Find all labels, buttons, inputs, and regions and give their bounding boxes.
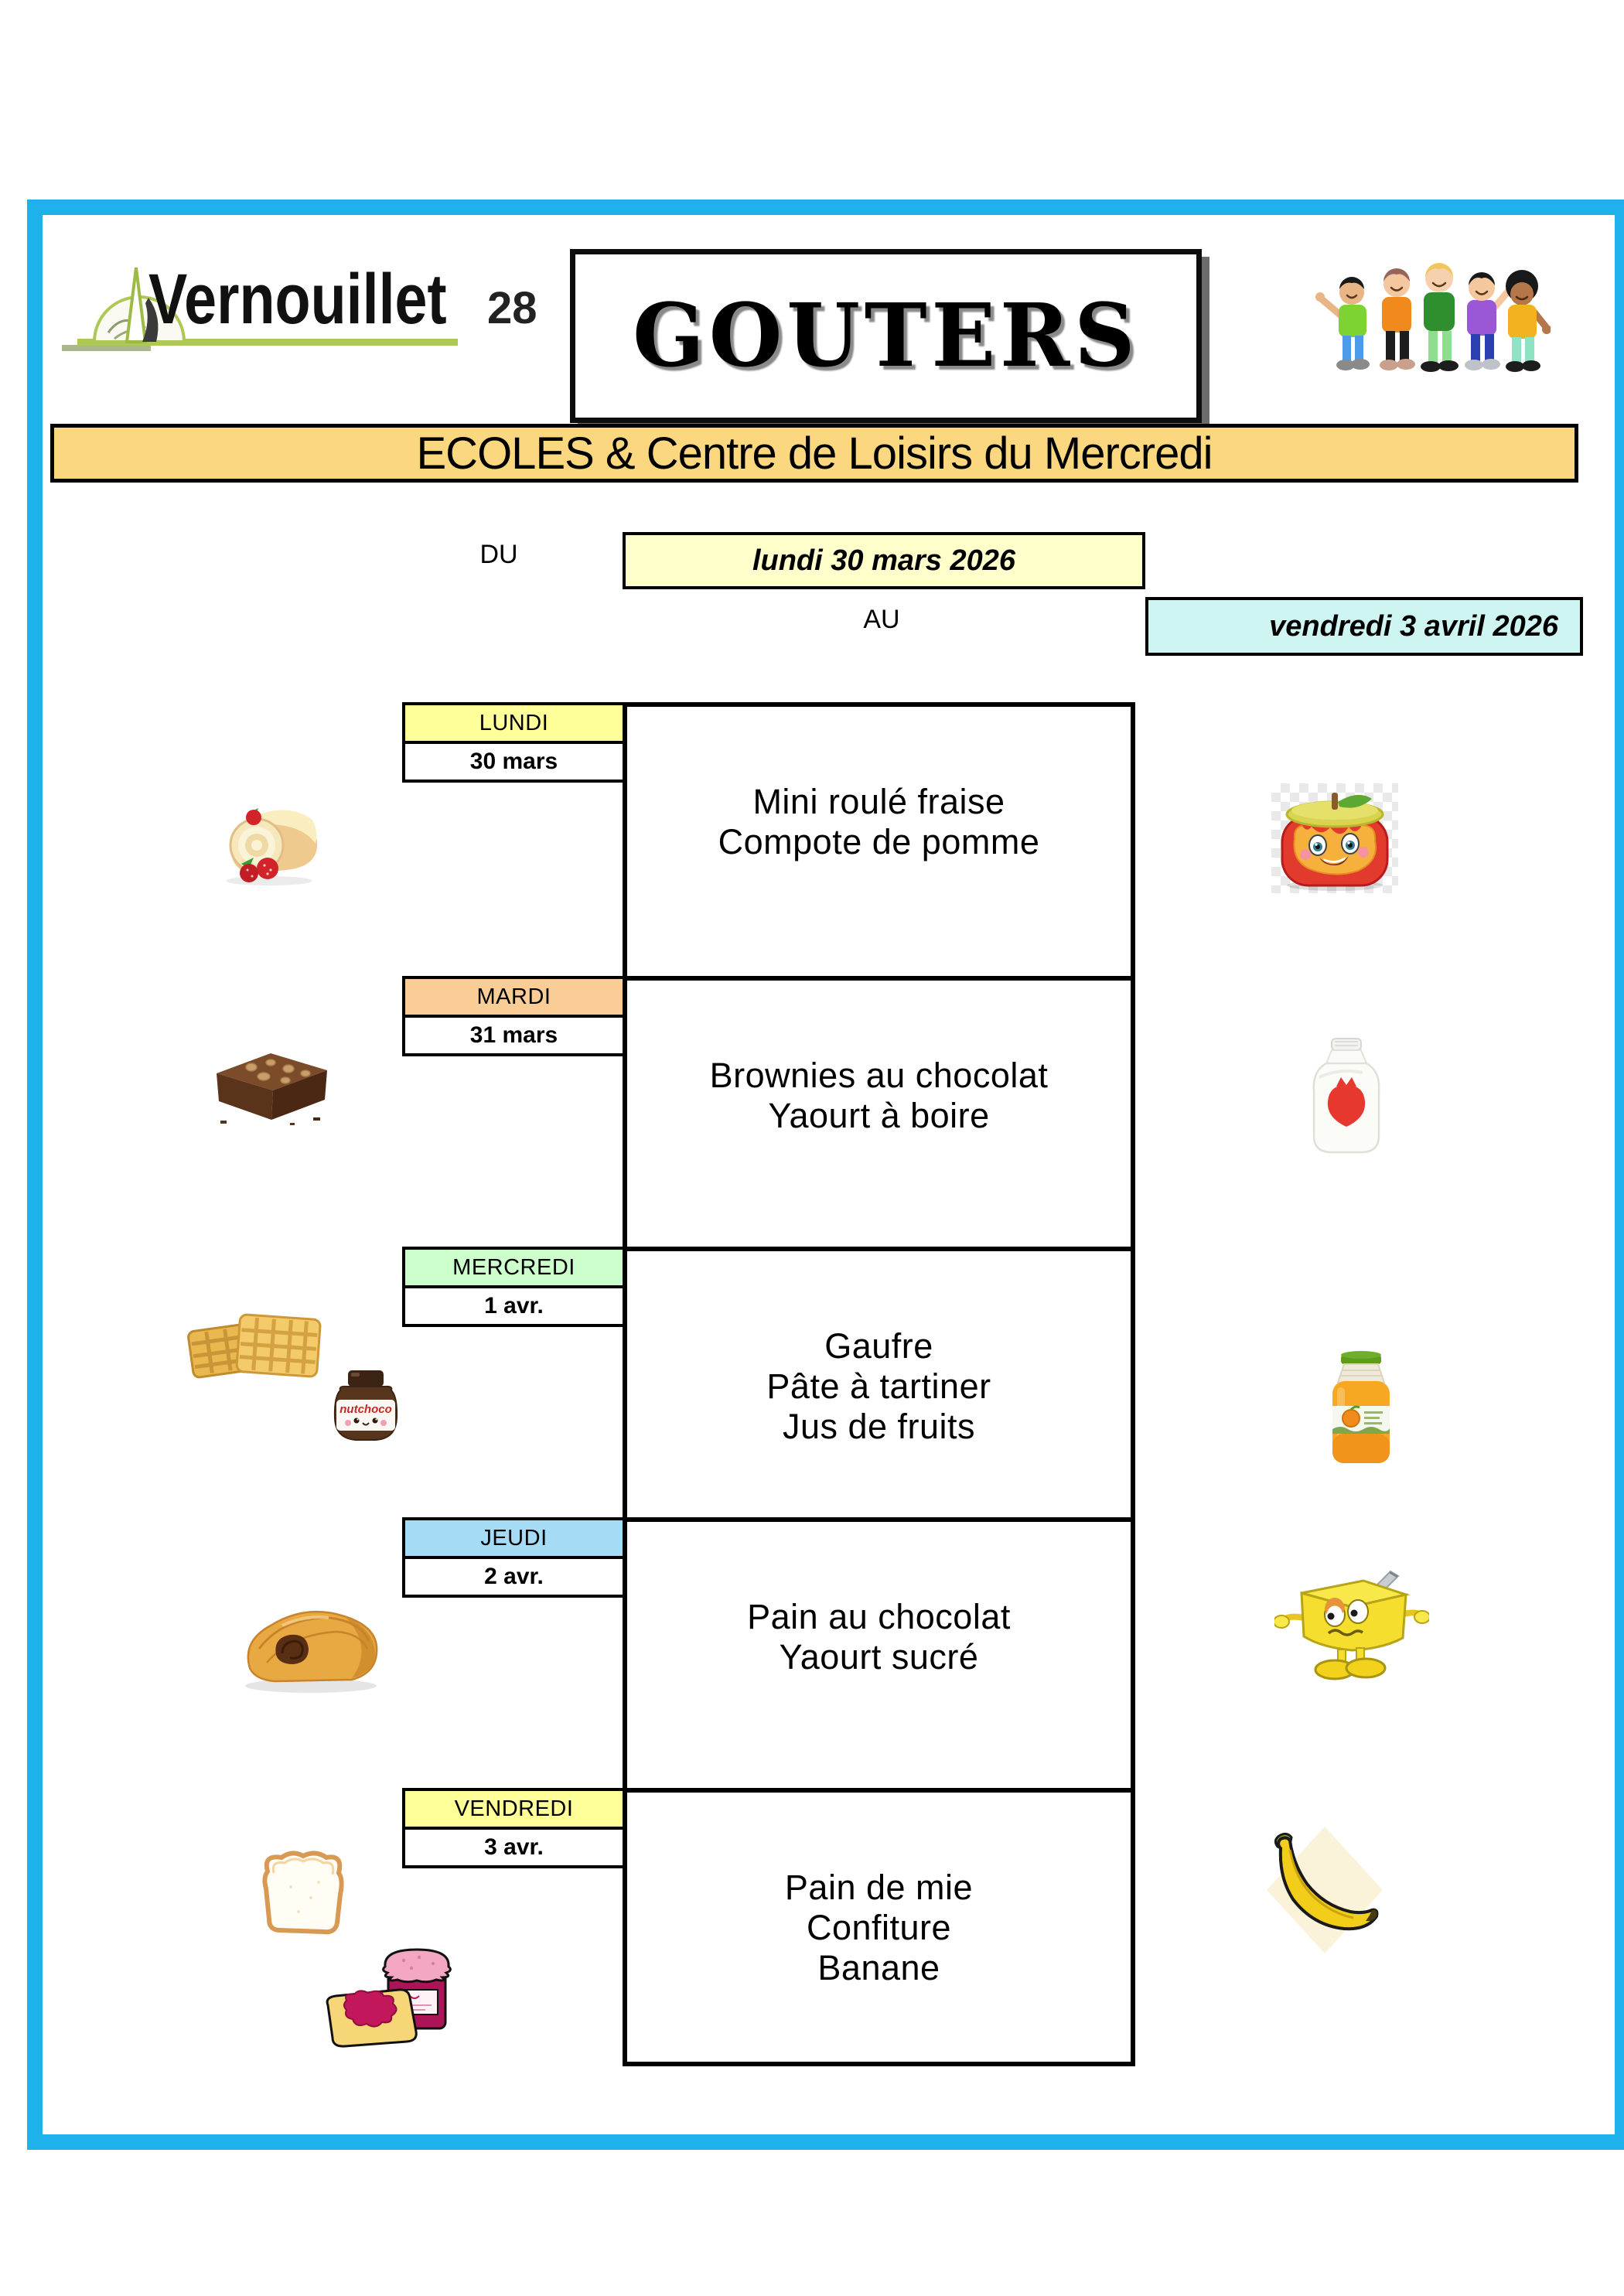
orange-juice-image — [1325, 1350, 1397, 1466]
children-clipart — [1315, 249, 1551, 388]
logo-text: Vernouillet — [148, 258, 447, 339]
menu-item: Pâte à tartiner — [766, 1366, 991, 1406]
day-header-vendredi: VENDREDI — [402, 1788, 626, 1830]
table-divider — [627, 1247, 1131, 1251]
menu-item: Gaufre — [824, 1326, 933, 1366]
table-divider — [627, 1517, 1131, 1522]
from-date-value: lundi 30 mars 2026 — [752, 544, 1016, 577]
banana-icon — [1267, 1827, 1383, 1954]
strawberry-roll-icon — [209, 800, 325, 887]
waffles-image — [184, 1311, 331, 1384]
day-date-vendredi: 3 avr. — [402, 1827, 626, 1868]
day-header-lundi: LUNDI — [402, 702, 626, 744]
to-date-box — [1145, 597, 1583, 656]
menu-item: Brownies au chocolat — [709, 1056, 1049, 1095]
to-label: AU — [863, 604, 900, 634]
menu-item: Compote de pomme — [718, 822, 1040, 861]
spread-jar-label: nutchoco — [339, 1403, 392, 1416]
menu-item: Pain de mie — [784, 1868, 974, 1907]
jam-jar-toast-image — [325, 1945, 456, 2049]
apple-compote-jar-image — [1271, 783, 1398, 893]
waffles-icon — [184, 1311, 331, 1384]
day-date-mercredi: 1 avr. — [402, 1285, 626, 1327]
brownie-image — [197, 1044, 344, 1128]
day-date-lundi: 30 mars — [402, 741, 626, 783]
day-date-jeudi: 2 avr. — [402, 1556, 626, 1598]
pain-au-chocolat-image — [236, 1595, 387, 1695]
banana-image — [1267, 1827, 1383, 1954]
to-date-value: vendredi 3 avril 2026 — [1269, 609, 1558, 643]
menu-lundi — [627, 782, 1131, 862]
spread-jar-icon — [331, 1367, 401, 1443]
menu-item: Banane — [817, 1948, 940, 1987]
brownie-icon — [197, 1044, 344, 1128]
from-date-box — [623, 532, 1145, 589]
bread-slice-icon — [257, 1848, 350, 1939]
children-icon — [1315, 249, 1551, 388]
apple-compote-jar-icon — [1271, 783, 1398, 893]
drinking-yogurt-image — [1308, 1037, 1384, 1156]
menu-item: Yaourt sucré — [779, 1637, 979, 1677]
menu-item: Confiture — [806, 1908, 952, 1947]
day-header-mardi: MARDI — [402, 976, 626, 1018]
menu-jeudi — [627, 1597, 1131, 1677]
vernouillet-logo — [62, 255, 557, 371]
from-label: DU — [479, 539, 518, 569]
drinking-yogurt-icon — [1308, 1037, 1384, 1156]
strawberry-roll-image — [209, 800, 325, 887]
bread-slice-image — [257, 1848, 350, 1939]
menu-mardi — [627, 1056, 1131, 1136]
butter-character-image — [1274, 1570, 1429, 1682]
logo-number: 28 — [487, 283, 537, 333]
menu-item: Jus de fruits — [782, 1407, 976, 1446]
banner — [50, 424, 1578, 483]
table-divider — [627, 1788, 1131, 1793]
day-header-jeudi: JEUDI — [402, 1517, 626, 1559]
vernouillet-logo-icon — [62, 255, 557, 371]
menu-item: Pain au chocolat — [747, 1597, 1011, 1636]
butter-character-icon — [1274, 1570, 1429, 1682]
jam-jar-toast-icon — [325, 1945, 456, 2049]
orange-juice-icon — [1325, 1350, 1397, 1466]
title-box — [570, 249, 1202, 423]
menu-item: Yaourt à boire — [768, 1096, 990, 1135]
day-header-mercredi: MERCREDI — [402, 1247, 626, 1288]
table-divider — [627, 976, 1131, 981]
day-date-mardi: 31 mars — [402, 1015, 626, 1056]
banner-text: ECOLES & Centre de Loisirs du Mercredi — [416, 428, 1213, 479]
page-title: GOUTERS — [632, 285, 1140, 387]
spread-jar-image — [331, 1367, 401, 1443]
menu-mercredi — [627, 1326, 1131, 1447]
menu-vendredi — [627, 1868, 1131, 1988]
pain-au-chocolat-icon — [236, 1595, 387, 1695]
menu-item: Mini roulé fraise — [752, 782, 1005, 821]
